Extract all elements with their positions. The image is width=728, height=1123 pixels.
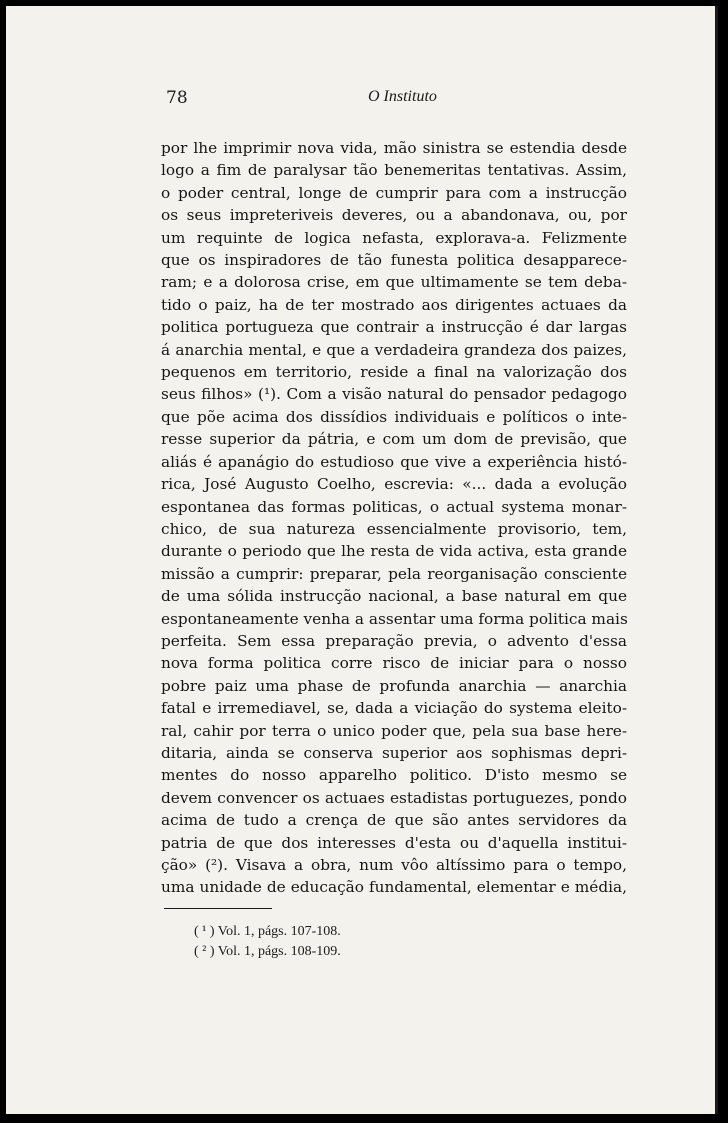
text-line: á anarchia mental, e que a verdadeira grandeza dos paizes, — [161, 340, 627, 359]
footnotes — [194, 922, 341, 962]
page-header — [6, 88, 715, 112]
book-page — [6, 6, 718, 1114]
page-number: 78 — [166, 88, 188, 108]
text-line: de uma sólida instrucção nacional, a base natural em que — [161, 587, 627, 606]
text-line: ditaria, ainda se conserva superior aos sophismas depri- — [161, 743, 627, 762]
text-line: devem convencer os actuaes estadistas portuguezes, pondo — [161, 788, 627, 807]
text-line: patria de que dos interesses d'esta ou d'aquella institui- — [161, 833, 627, 852]
text-line: seus filhos» (¹). Com a visão natural do pensador pedagogo — [161, 385, 627, 404]
text-line: ram; e a dolorosa crise, em que ultimamente se tem deba- — [161, 273, 627, 292]
text-line: chico, de sua natureza essencialmente provisorio, tem, — [161, 519, 627, 538]
text-line: resse superior da pátria, e com um dom de previsão, que — [161, 430, 627, 449]
running-title: O Instituto — [368, 88, 437, 105]
text-line: espontanea das formas politicas, o actual systema monar- — [161, 497, 627, 516]
text-line: pobre paiz uma phase de profunda anarchia — anarchia — [161, 676, 627, 695]
text-line: politica portugueza que contrair a instrucção é dar largas — [161, 318, 627, 337]
text-line: acima de tudo a crença de que são antes servidores da — [161, 811, 627, 830]
footnote-2: ( ² ) Vol. 1, págs. 108-109. — [194, 944, 341, 959]
text-line: tido o paiz, ha de ter mostrado aos dirigentes actuaes da — [161, 295, 627, 314]
text-line: ral, cahir por terra o unico poder que, pela sua base here- — [161, 721, 627, 740]
text-line: um requinte de logica nefasta, explorava-a. Felizmente — [161, 228, 627, 247]
text-line: ção» (²). Visava a obra, num vôo altíssimo para o tempo, — [161, 856, 627, 874]
text-line: mentes do nosso apparelho politico. D'isto mesmo se — [161, 766, 627, 785]
text-line: durante o periodo que lhe resta de vida activa, esta grande — [161, 542, 627, 561]
text-line: aliás é apanágio do estudioso que vive a experiência histó- — [161, 452, 627, 471]
text-line: fatal e irremediavel, se, dada a viciação do systema eleito- — [161, 699, 627, 718]
text-line: perfeita. Sem essa preparação previa, o advento d'essa — [161, 631, 627, 650]
text-line: por lhe imprimir nova vida, mão sinistra se estendia desde — [161, 139, 627, 157]
text-line: missão a cumprir: preparar, pela reorganisação consciente — [161, 564, 627, 583]
body-text — [161, 137, 627, 899]
text-line: que põe acima dos dissídios individuais e políticos o inte- — [161, 407, 627, 426]
text-line: pequenos em territorio, reside a final na valorização dos — [161, 363, 627, 382]
text-line: que os inspiradores de tão funesta politica desapparece- — [161, 251, 627, 270]
footnote-1: ( ¹ ) Vol. 1, págs. 107-108. — [194, 924, 341, 939]
text-line: nova forma politica corre risco de iniciar para o nosso — [161, 654, 627, 673]
text-line: o poder central, longe de cumprir para com a instrucção — [161, 183, 627, 202]
text-line: uma unidade de educação fundamental, elementar e média, — [161, 878, 627, 897]
text-line: os seus impreteriveis deveres, ou a abandonava, ou, por — [161, 206, 627, 225]
text-line: rica, José Augusto Coelho, escrevia: «... dada a evolução — [161, 475, 627, 494]
text-line: espontaneamente venha a assentar uma forma politica mais — [161, 609, 628, 628]
footnote-divider — [164, 908, 272, 909]
text-line: logo a fim de paralysar tão benemeritas tentativas. Assim, — [161, 161, 627, 180]
